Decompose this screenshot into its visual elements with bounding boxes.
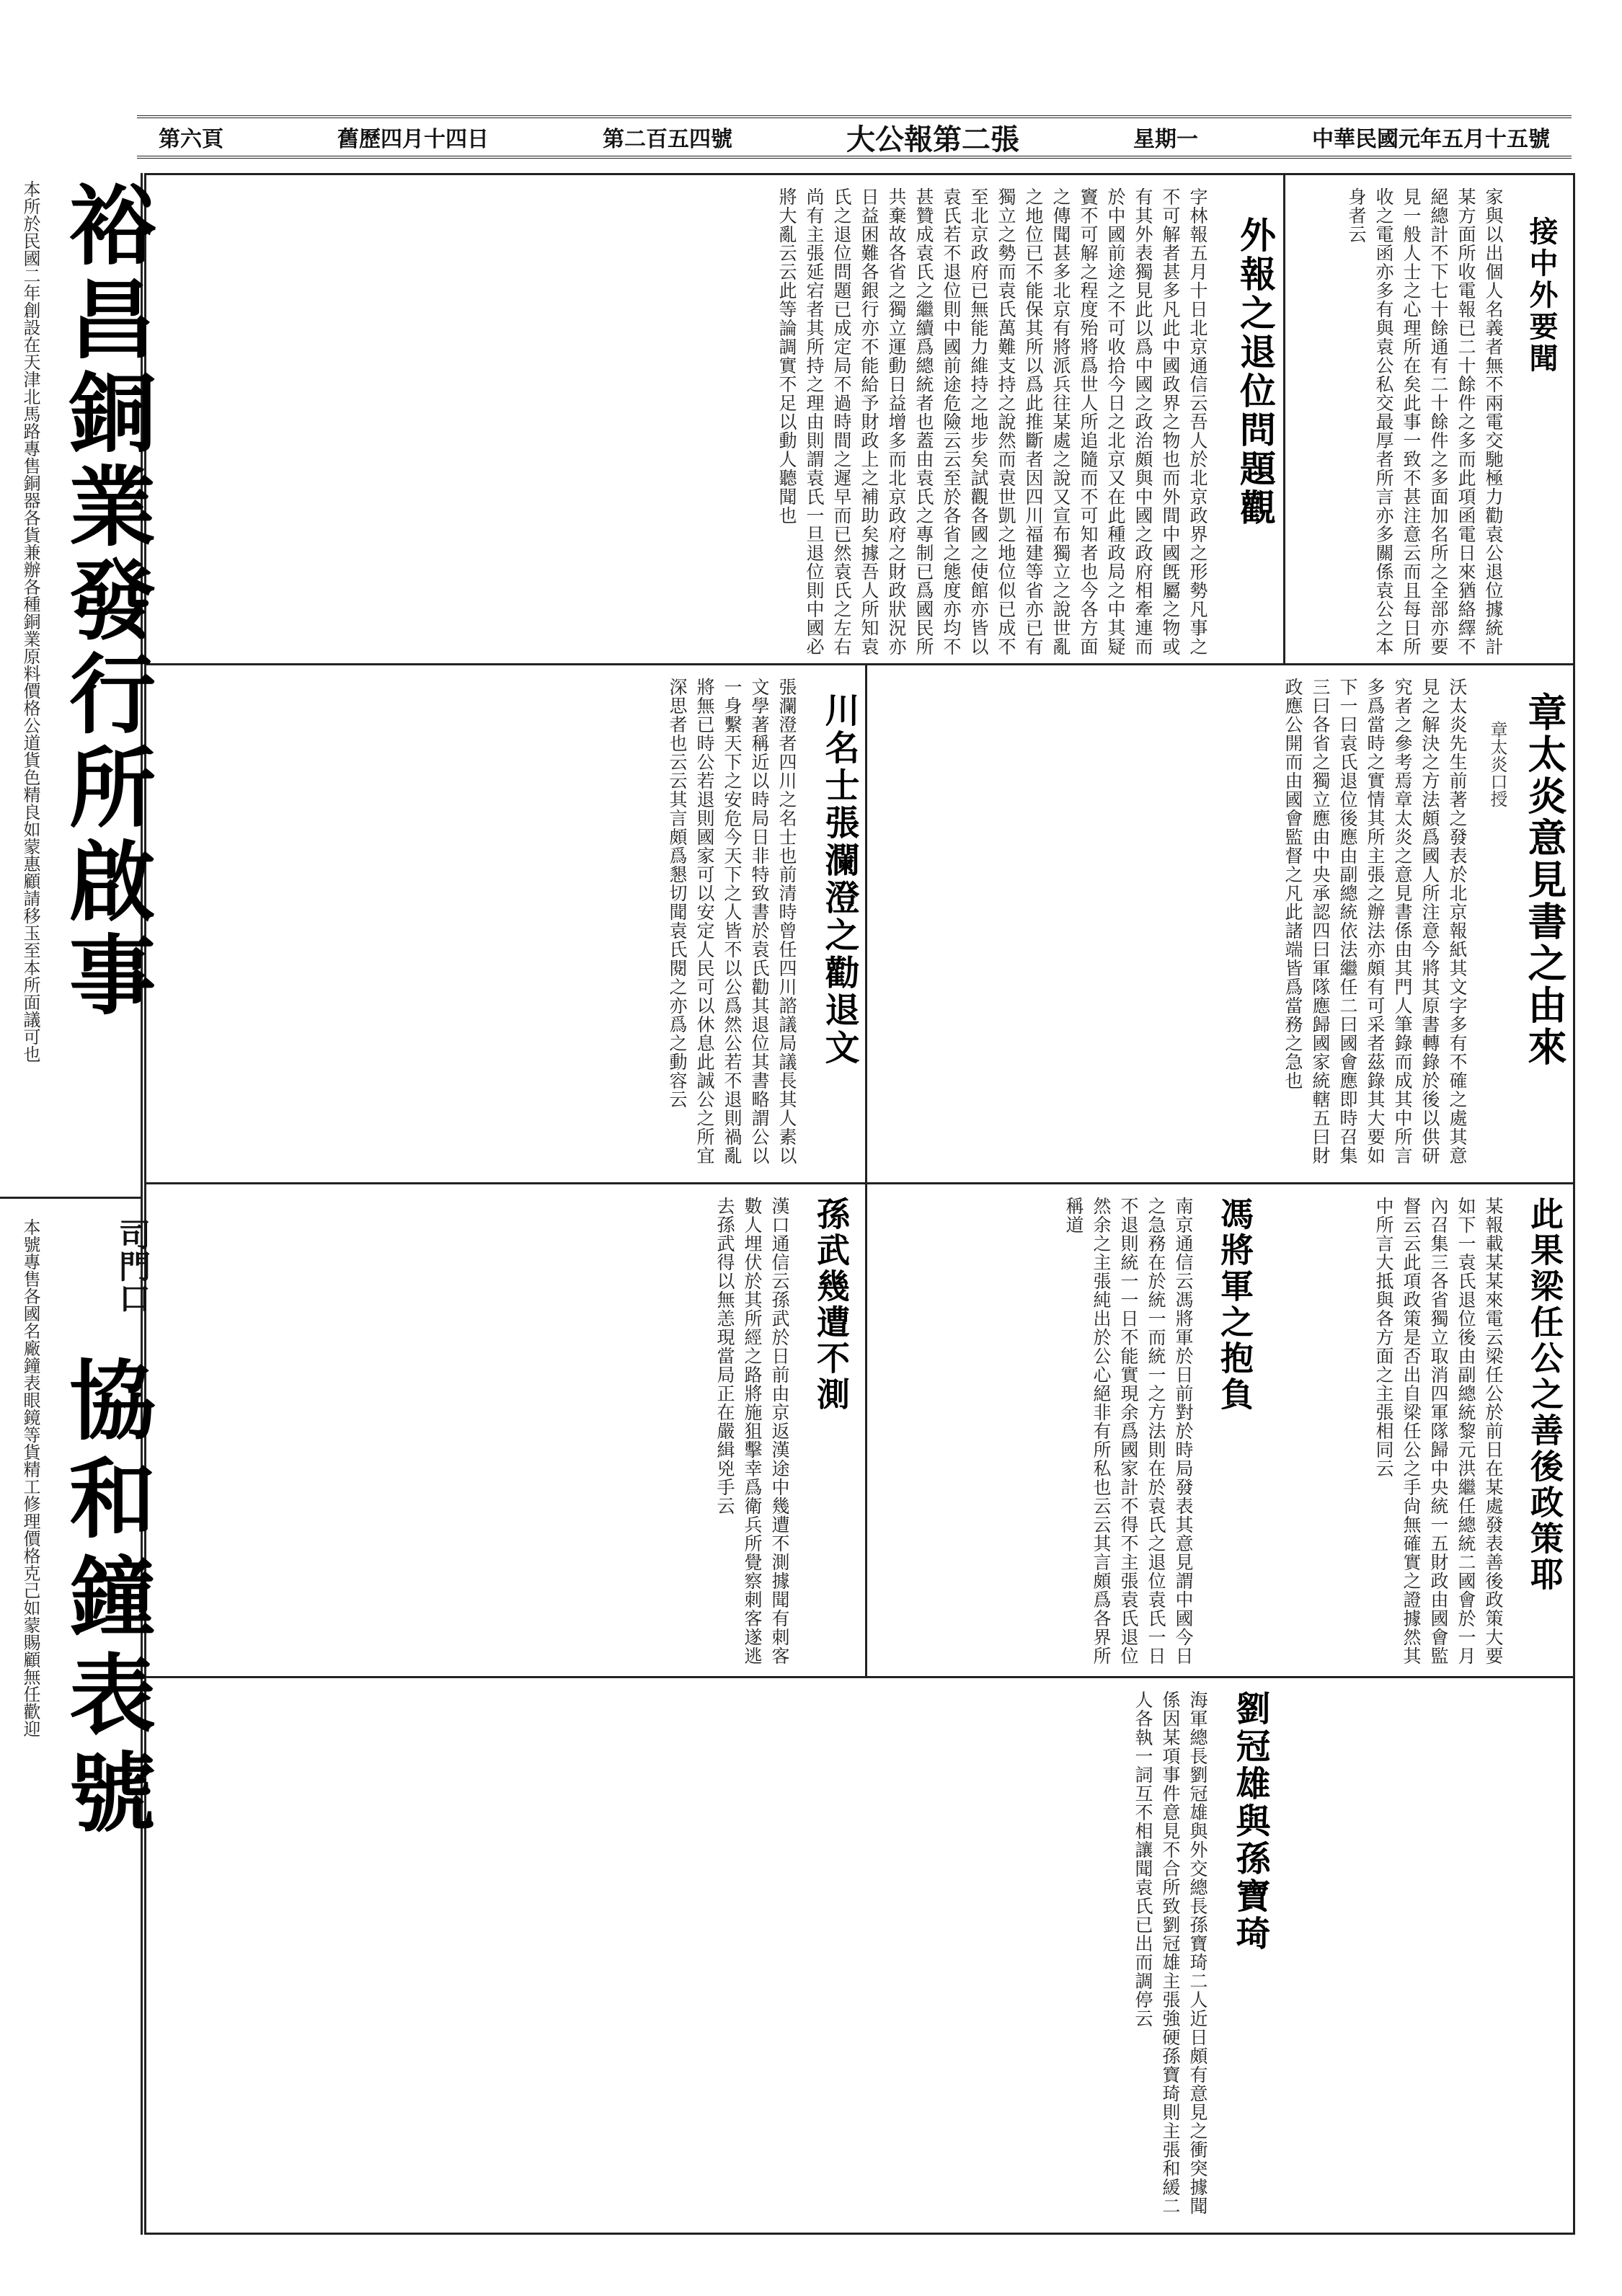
article1-body: 字林報五月十日北京通信云吾人於北京政界之形勢凡事之不可解者甚多凡此中國政界之物也而外間中國旣屬之物或有其外表獨見此以爲中國之政治頗與中國之政府相牽連而於中國前途之不可收拾今日之北京又在此種政局之中其疑竇不可解之程度殆將爲世人所追隨而不可知者也今各方面之傳聞甚多北京有將派兵往某處之說又宣布獨立之說世亂之地位已不能保其所以爲此推斷者因四川福建等省亦已有獨立之勢而袁氏萬難支持之說然而袁世凱之地位似已成不至北京政府已無能力維持之地步矣試觀各國之使館亦皆以袁氏若不退位則中國前途危險云云至於各省之態度亦均不甚贊成袁氏之繼續爲總統者也蓋由袁氏之專制已爲國民所共棄故各省之獨立運動日益增多而北京政府之財政狀況亦日益困難各銀行亦不能給予財政上之補助矣據吾人所知袁氏之退位問題已成定局不過時間之遲早而已然袁氏之左右尚有主張延宕者其所持之理由則謂袁氏一旦退位則中國必將大亂云云此等論調實不足以動人聽聞也 (776, 187, 1208, 656)
page-number: 第六頁 (159, 127, 223, 152)
article7-body: 海軍總長劉冠雄與外交總長孫寶琦二人近日頗有意見之衝突據聞係因某項事件意見不合所致劉冠雄主張強硬孫寶琦則主張和緩二人各執一詞互不相讓聞袁氏已出而調停云 (1133, 1690, 1208, 2215)
ad1-body: 本所於民國二年創設在天津北馬路專售銅器各貨兼辦各種銅業原料價格公道貨色精良如蒙惠顧請移玉至本所面議可也 (20, 180, 40, 1063)
article5-body: 南京通信云馮將軍於日前對於時局發表其意見謂中國今日之急務在於統一而統一之方法則在於袁氏之退位袁氏一日不退則統一一日不能實現余爲國家計不得不主張袁氏退位然余之主張純出於公心絕非有所私也云云其言頗爲各界所稱道 (1063, 1197, 1194, 1665)
article5-headline: 馮將軍之抱負 (1215, 1197, 1254, 1413)
article7-headline: 劉冠雄與孫寶琦 (1230, 1690, 1270, 1953)
article3-headline: 川名士張瀾澄之勸退文 (819, 692, 859, 1067)
ad1-title: 裕昌銅業發行所啟事 (55, 180, 156, 1024)
top-right-body: 家與以出個人名義者無不兩電交馳極力勸袁公退位據統計某方面所收電報已二十餘件之多而此項函電日來猶絡繹不絕總計不下七十餘通有二十餘件之多面加名所之全部亦要見一般人士之心理所在矣此事一致不甚注意云而且每日所收之電函亦多有與袁公私交最厚者所言亦多關係袁公之本身者云 (1346, 187, 1504, 656)
ad2-brand: 司門口 (113, 1218, 150, 1313)
article3-body: 張瀾澄者四川之名士也前清時曾任四川諮議局議長其人素以文學著稱近以時局日非特致書於袁氏勸其退位其書略謂公以一身繫天下之安危今天下之人皆不以公爲然公若不退則禍亂將無已時公若退則國家可以安定人民可以休息此誠公之所宜深思者也云云其言頗爲懇切聞袁氏閱之亦爲之動容云 (667, 678, 797, 1165)
section-divider-3 (144, 1676, 1575, 1678)
top-right-headline: 接中外要聞 (1525, 216, 1559, 375)
republic-date: 中華民國元年五月十五號 (1312, 127, 1550, 152)
article2-body: 沃太炎先生前著之發表於北京報紙其文字多有不確之處其意見之解決之方法頗爲國人所注意今將其原書轉錄於後以供研究者之參考焉章太炎之意見書係由其門人筆錄而成其中所言多爲當時之實情其所主張之辦法亦頗有可采者茲錄其大要如下一曰袁氏退位後應由副總統依法繼任二曰國會應即時召集三曰各省之獨立應由中央承認四曰軍隊應歸國家統轄五曰財政應公開而由國會監督之凡此諸端皆爲當務之急也 (1282, 678, 1468, 1165)
article2-headline: 章太炎意見書之由來 (1522, 692, 1568, 1068)
paper-name: 大公報第二張 (846, 122, 1019, 156)
ad-separator (0, 1197, 141, 1199)
article4-body: 某報載某某來電云梁任公於前日在某處發表善後政策大要如下一袁氏退位後由副總統黎元洪繼任總統二國會於一月內召集三各省獨立取消四軍隊歸中央統一五財政由國會監督云云此項政策是否出自梁任公之手尙無確實之證據然其中所言大抵與各方面之主張相同云 (1373, 1197, 1504, 1665)
section-divider-2 (144, 1182, 1575, 1184)
section-divider-1 (144, 663, 1575, 665)
lunar-date: 舊歷四月十四日 (337, 127, 489, 152)
ad2-title: 協和鐘表號 (55, 1355, 156, 1845)
article2-author: 章太炎口授 (1487, 721, 1507, 807)
article1-headline: 外報之退位問題觀 (1234, 216, 1277, 528)
column-divider-3 (865, 1182, 867, 1676)
column-divider-2 (865, 663, 867, 1182)
masthead (137, 115, 1572, 159)
ad2-body: 本號專售各國名廠鐘表眼鏡等貨精工修理價格克己如蒙賜顧無任歡迎 (20, 1218, 40, 1737)
weekday: 星期一 (1133, 127, 1198, 152)
article6-body: 漢口通信云孫武於日前由京返漢途中幾遭不測據聞有刺客數人埋伏於其所經之路將施狙擊幸爲衛兵所覺察刺客遂逃去孫武得以無恙現當局正在嚴緝兇手云 (714, 1197, 790, 1665)
column-divider-1 (1283, 173, 1285, 663)
article6-headline: 孫武幾遭不測 (812, 1197, 851, 1413)
issue-number: 第二百五四號 (603, 127, 732, 152)
article4-headline: 此果梁任公之善後政策耶 (1525, 1197, 1564, 1593)
article7-side-column (1283, 1690, 1557, 2224)
